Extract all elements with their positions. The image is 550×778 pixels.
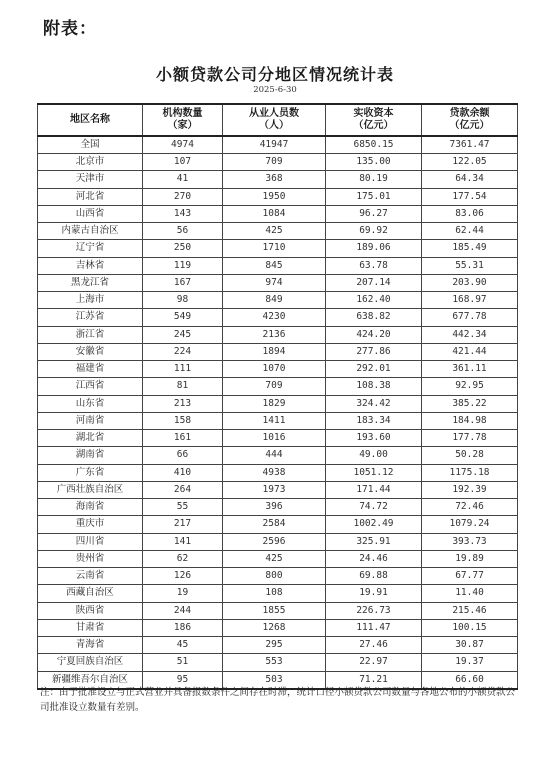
- table-row: [38, 309, 518, 326]
- footnote: 注：由于批准设立与正式营业并具备报数条件之间存在时滞，统计口径小额贷款公司数量与各地公布的小额贷款公司批准设立数量有差别。: [40, 687, 516, 713]
- cell-institutions: 244: [143, 602, 223, 619]
- cell-institutions: 213: [143, 395, 223, 412]
- header-loans: 贷款余额 （亿元）: [422, 104, 518, 136]
- cell-loans: 92.95: [422, 378, 518, 395]
- cell-capital: 69.92: [326, 223, 422, 240]
- cell-region: 浙江省: [38, 326, 143, 343]
- cell-region: 辽宁省: [38, 240, 143, 257]
- cell-region: 四川省: [38, 533, 143, 550]
- cell-capital: 69.88: [326, 568, 422, 585]
- cell-institutions: 111: [143, 361, 223, 378]
- cell-loans: 122.05: [422, 154, 518, 171]
- cell-loans: 185.49: [422, 240, 518, 257]
- cell-employees: 1268: [223, 619, 326, 636]
- cell-employees: 4230: [223, 309, 326, 326]
- cell-region: 天津市: [38, 171, 143, 188]
- cell-region: 上海市: [38, 292, 143, 309]
- cell-loans: 62.44: [422, 223, 518, 240]
- cell-employees: 2136: [223, 326, 326, 343]
- cell-employees: 845: [223, 257, 326, 274]
- cell-capital: 49.00: [326, 447, 422, 464]
- cell-loans: 177.78: [422, 430, 518, 447]
- cell-region: 山东省: [38, 395, 143, 412]
- cell-capital: 638.82: [326, 309, 422, 326]
- cell-employees: 1894: [223, 343, 326, 360]
- cell-institutions: 143: [143, 205, 223, 222]
- cell-institutions: 56: [143, 223, 223, 240]
- cell-employees: 295: [223, 637, 326, 654]
- cell-loans: 442.34: [422, 326, 518, 343]
- cell-employees: 444: [223, 447, 326, 464]
- cell-region: 重庆市: [38, 516, 143, 533]
- table-row: [38, 464, 518, 481]
- table-row: [38, 378, 518, 395]
- table-row: [38, 257, 518, 274]
- cell-capital: 189.06: [326, 240, 422, 257]
- cell-region: 江苏省: [38, 309, 143, 326]
- cell-region: 吉林省: [38, 257, 143, 274]
- cell-capital: 111.47: [326, 619, 422, 636]
- cell-employees: 41947: [223, 136, 326, 154]
- cell-employees: 800: [223, 568, 326, 585]
- table-row: [38, 481, 518, 498]
- cell-institutions: 81: [143, 378, 223, 395]
- cell-region: 北京市: [38, 154, 143, 171]
- cell-capital: 277.86: [326, 343, 422, 360]
- cell-region: 贵州省: [38, 550, 143, 567]
- table-row: [38, 343, 518, 360]
- cell-capital: 74.72: [326, 499, 422, 516]
- cell-loans: 66.60: [422, 671, 518, 689]
- statistics-table: [37, 103, 518, 690]
- cell-institutions: 270: [143, 188, 223, 205]
- cell-employees: 1710: [223, 240, 326, 257]
- cell-region: 河南省: [38, 412, 143, 429]
- header-employees: 从业人员数 （人）: [223, 104, 326, 136]
- cell-institutions: 217: [143, 516, 223, 533]
- cell-region: 广西壮族自治区: [38, 481, 143, 498]
- cell-loans: 7361.47: [422, 136, 518, 154]
- table-row: [38, 499, 518, 516]
- cell-institutions: 55: [143, 499, 223, 516]
- cell-loans: 677.78: [422, 309, 518, 326]
- header-region: 地区名称: [38, 104, 143, 136]
- cell-capital: 24.46: [326, 550, 422, 567]
- cell-loans: 50.28: [422, 447, 518, 464]
- cell-region: 福建省: [38, 361, 143, 378]
- table-row: [38, 361, 518, 378]
- cell-capital: 135.00: [326, 154, 422, 171]
- cell-loans: 385.22: [422, 395, 518, 412]
- cell-institutions: 250: [143, 240, 223, 257]
- cell-region: 广东省: [38, 464, 143, 481]
- cell-capital: 1051.12: [326, 464, 422, 481]
- cell-capital: 424.20: [326, 326, 422, 343]
- cell-institutions: 19: [143, 585, 223, 602]
- table-row: [38, 326, 518, 343]
- cell-region: 全国: [38, 136, 143, 154]
- cell-region: 云南省: [38, 568, 143, 585]
- cell-region: 宁夏回族自治区: [38, 654, 143, 671]
- cell-employees: 1973: [223, 481, 326, 498]
- cell-employees: 974: [223, 274, 326, 291]
- cell-institutions: 62: [143, 550, 223, 567]
- cell-loans: 30.87: [422, 637, 518, 654]
- cell-loans: 215.46: [422, 602, 518, 619]
- cell-region: 湖北省: [38, 430, 143, 447]
- table-row: [38, 412, 518, 429]
- cell-loans: 11.40: [422, 585, 518, 602]
- cell-capital: 22.97: [326, 654, 422, 671]
- cell-loans: 83.06: [422, 205, 518, 222]
- cell-loans: 361.11: [422, 361, 518, 378]
- header-institutions: 机构数量 （家）: [143, 104, 223, 136]
- table-row: [38, 154, 518, 171]
- cell-employees: 1411: [223, 412, 326, 429]
- cell-capital: 71.21: [326, 671, 422, 689]
- cell-institutions: 119: [143, 257, 223, 274]
- table-row: [38, 430, 518, 447]
- table-row: [38, 223, 518, 240]
- cell-capital: 6850.15: [326, 136, 422, 154]
- cell-institutions: 245: [143, 326, 223, 343]
- cell-loans: 100.15: [422, 619, 518, 636]
- table-body: [38, 136, 518, 689]
- header-capital: 实收资本 （亿元）: [326, 104, 422, 136]
- cell-loans: 19.89: [422, 550, 518, 567]
- cell-institutions: 167: [143, 274, 223, 291]
- cell-employees: 849: [223, 292, 326, 309]
- cell-capital: 19.91: [326, 585, 422, 602]
- table-row: [38, 447, 518, 464]
- cell-loans: 203.90: [422, 274, 518, 291]
- cell-employees: 1855: [223, 602, 326, 619]
- cell-loans: 393.73: [422, 533, 518, 550]
- cell-loans: 184.98: [422, 412, 518, 429]
- cell-region: 青海省: [38, 637, 143, 654]
- cell-region: 甘肃省: [38, 619, 143, 636]
- table-row: [38, 550, 518, 567]
- cell-employees: 425: [223, 550, 326, 567]
- cell-employees: 368: [223, 171, 326, 188]
- cell-institutions: 549: [143, 309, 223, 326]
- cell-capital: 171.44: [326, 481, 422, 498]
- table-row: [38, 205, 518, 222]
- cell-capital: 325.91: [326, 533, 422, 550]
- cell-loans: 55.31: [422, 257, 518, 274]
- cell-employees: 396: [223, 499, 326, 516]
- attachment-label: 附表：: [43, 19, 97, 39]
- cell-capital: 27.46: [326, 637, 422, 654]
- cell-institutions: 107: [143, 154, 223, 171]
- cell-capital: 183.34: [326, 412, 422, 429]
- table-row: [38, 585, 518, 602]
- table-row: [38, 602, 518, 619]
- cell-institutions: 41: [143, 171, 223, 188]
- table-row: [38, 171, 518, 188]
- cell-capital: 193.60: [326, 430, 422, 447]
- cell-capital: 96.27: [326, 205, 422, 222]
- cell-loans: 168.97: [422, 292, 518, 309]
- cell-employees: 709: [223, 154, 326, 171]
- cell-loans: 192.39: [422, 481, 518, 498]
- table-row: [38, 533, 518, 550]
- cell-region: 山西省: [38, 205, 143, 222]
- cell-institutions: 126: [143, 568, 223, 585]
- table-row: [38, 274, 518, 291]
- cell-loans: 64.34: [422, 171, 518, 188]
- table-row: [38, 292, 518, 309]
- cell-capital: 226.73: [326, 602, 422, 619]
- cell-capital: 324.42: [326, 395, 422, 412]
- cell-employees: 425: [223, 223, 326, 240]
- cell-capital: 63.78: [326, 257, 422, 274]
- cell-employees: 108: [223, 585, 326, 602]
- cell-institutions: 95: [143, 671, 223, 689]
- cell-employees: 1016: [223, 430, 326, 447]
- table-row: [38, 568, 518, 585]
- cell-capital: 80.19: [326, 171, 422, 188]
- cell-employees: 1829: [223, 395, 326, 412]
- cell-loans: 421.44: [422, 343, 518, 360]
- cell-loans: 1079.24: [422, 516, 518, 533]
- table-row: [38, 654, 518, 671]
- cell-institutions: 158: [143, 412, 223, 429]
- cell-capital: 207.14: [326, 274, 422, 291]
- cell-employees: 1070: [223, 361, 326, 378]
- cell-institutions: 186: [143, 619, 223, 636]
- table-row: [38, 395, 518, 412]
- cell-employees: 1084: [223, 205, 326, 222]
- cell-institutions: 45: [143, 637, 223, 654]
- cell-loans: 19.37: [422, 654, 518, 671]
- cell-employees: 503: [223, 671, 326, 689]
- cell-loans: 177.54: [422, 188, 518, 205]
- cell-region: 黑龙江省: [38, 274, 143, 291]
- table-row: [38, 637, 518, 654]
- cell-institutions: 141: [143, 533, 223, 550]
- cell-region: 陕西省: [38, 602, 143, 619]
- cell-region: 内蒙古自治区: [38, 223, 143, 240]
- table-row: [38, 240, 518, 257]
- cell-loans: 67.77: [422, 568, 518, 585]
- cell-institutions: 410: [143, 464, 223, 481]
- cell-employees: 2596: [223, 533, 326, 550]
- cell-region: 安徽省: [38, 343, 143, 360]
- cell-capital: 1002.49: [326, 516, 422, 533]
- cell-loans: 72.46: [422, 499, 518, 516]
- cell-institutions: 98: [143, 292, 223, 309]
- table-date: 2025-6-30: [253, 85, 297, 95]
- cell-capital: 108.38: [326, 378, 422, 395]
- cell-capital: 292.01: [326, 361, 422, 378]
- cell-loans: 1175.18: [422, 464, 518, 481]
- cell-institutions: 224: [143, 343, 223, 360]
- cell-institutions: 51: [143, 654, 223, 671]
- cell-employees: 4938: [223, 464, 326, 481]
- cell-region: 河北省: [38, 188, 143, 205]
- cell-institutions: 4974: [143, 136, 223, 154]
- cell-region: 新疆维吾尔自治区: [38, 671, 143, 689]
- table-row: [38, 136, 518, 154]
- cell-capital: 175.01: [326, 188, 422, 205]
- table-header-row: [38, 104, 518, 136]
- table-row: [38, 619, 518, 636]
- cell-employees: 2584: [223, 516, 326, 533]
- table-title: 小额贷款公司分地区情况统计表: [155, 65, 394, 84]
- cell-employees: 553: [223, 654, 326, 671]
- cell-institutions: 161: [143, 430, 223, 447]
- cell-capital: 162.40: [326, 292, 422, 309]
- cell-institutions: 264: [143, 481, 223, 498]
- cell-region: 西藏自治区: [38, 585, 143, 602]
- cell-employees: 709: [223, 378, 326, 395]
- cell-region: 海南省: [38, 499, 143, 516]
- cell-region: 湖南省: [38, 447, 143, 464]
- cell-region: 江西省: [38, 378, 143, 395]
- table-row: [38, 188, 518, 205]
- table-row: [38, 516, 518, 533]
- cell-employees: 1950: [223, 188, 326, 205]
- cell-institutions: 66: [143, 447, 223, 464]
